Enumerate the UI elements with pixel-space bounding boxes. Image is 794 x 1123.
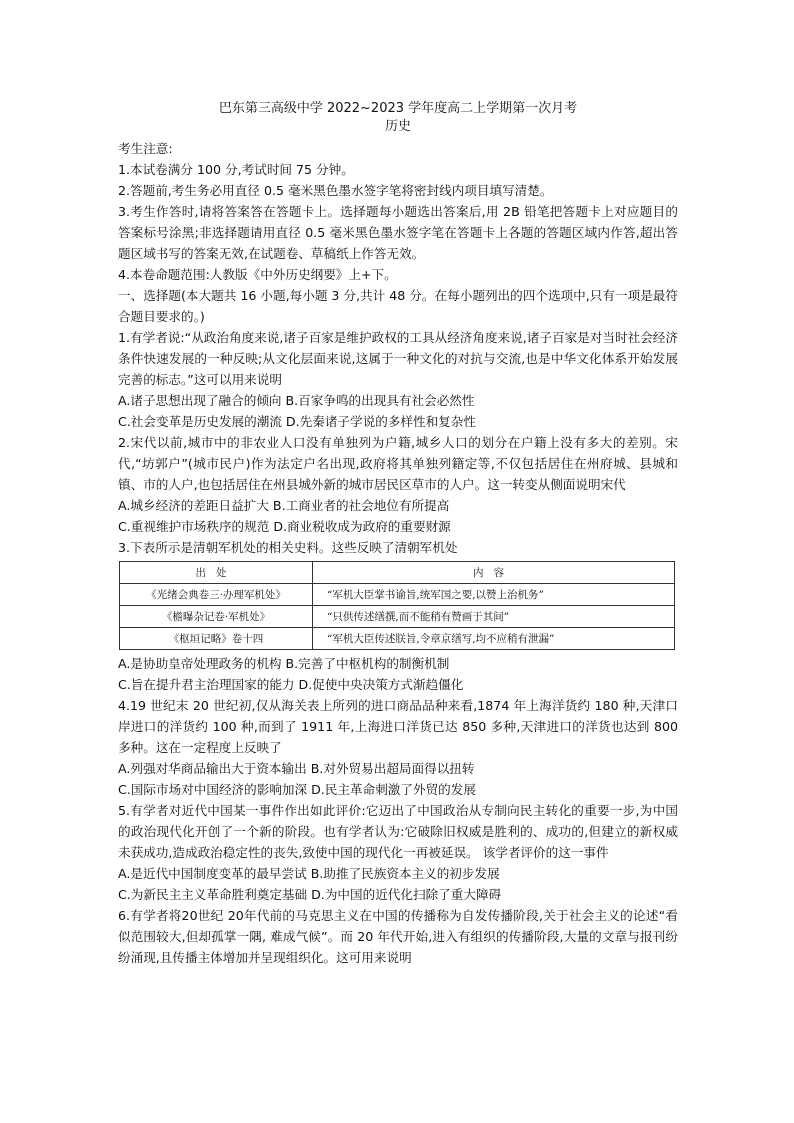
exam-title: 巴东第三高级中学 2022~2023 学年度高二上学期第一次月考 bbox=[218, 101, 578, 116]
q3-options-cd: C.旨在提升君主治理国家的能力 D.促使中央决策方式渐趋僵化 bbox=[118, 677, 464, 692]
q3-options-ab: A.是协助皇帝处理政务的机构 B.完善了中枢机构的制衡机制 bbox=[118, 656, 450, 671]
table-header-source: 出处 bbox=[120, 562, 313, 584]
table-row bbox=[120, 628, 675, 650]
table-cell-source: 《光绪会典卷三·办理军机处》 bbox=[120, 584, 313, 606]
table-row bbox=[120, 606, 675, 628]
q6-stem: 6.有学者将20世纪 20年代前的马克思主义在中国的传播称为自发传播阶段,关于社会主义的论述“看似范围较大,但却孤掌一隅, 难成气候”。而 20 年代开始,进入有组织的传播阶段,大量的文章与报刊纷纷涌现,且传播主体增加并呈现组织化。这可用来说明 bbox=[118, 908, 678, 965]
notice-heading: 考生注意: bbox=[118, 141, 173, 156]
table-cell-content: “军机大臣传述朕旨,令章京缮写,均不应稍有泄漏” bbox=[313, 628, 675, 650]
notice-item-4: 4.本卷命题范围:人教版《中外历史纲要》上+下。 bbox=[118, 267, 397, 282]
table-cell-content: “只供传述缮撰,而不能稍有赞画于其间” bbox=[313, 606, 675, 628]
q4-stem: 4.19 世纪末 20 世纪初,仅从海关表上所列的进口商品品种来看,1874 年上海洋货约 180 种,天津口岸进口的洋货约 100 种,而到了 1911 年,上海进口洋货已达 850 多种,天津进口的洋货也达到 800 多种。这在一定程度上反映了 bbox=[118, 698, 678, 755]
q2-stem: 2.宋代以前,城市中的非农业人口没有单独列为户籍,城乡人口的划分在户籍上没有多大的差别。宋代,“坊郭户”(城市民户)作为法定户名出现,政府将其单独列籍定等,不仅包括居住在州府城、县城和镇、市的人户,也包括居住在州县城外新的城市居民区草市的人户。这一转变从侧面说明宋代 bbox=[118, 435, 678, 492]
q5-options-ab: A.是近代中国制度变革的最早尝试 B.助推了民族资本主义的初步发展 bbox=[118, 866, 500, 881]
exam-subject: 历史 bbox=[384, 119, 411, 134]
q3-stem: 3.下表所示是清朝军机处的相关史料。这些反映了清朝军机处 bbox=[118, 540, 458, 555]
q5-stem: 5.有学者对近代中国某一事件作出如此评价:它迈出了中国政治从专制向民主转化的重要一步,为中国的政治现代化开创了一个新的阶段。也有学者认为:它破除旧权威是胜利的、成功的,但建立的新权威未获成功,造成政治稳定性的丧失,致使中国的现代化一再被延误。 该学者评价的这一事件 bbox=[118, 803, 678, 860]
q2-options-ab: A.城乡经济的差距日益扩大 B.工商业者的社会地位有所提高 bbox=[118, 498, 450, 513]
q1-options-cd: C.社会变革是历史发展的潮流 D.先秦诸子学说的多样性和复杂性 bbox=[118, 414, 476, 429]
table-cell-source: 《檐曝杂记卷·军机处》 bbox=[120, 606, 313, 628]
table-row bbox=[120, 584, 675, 606]
table-header-content: 内容 bbox=[313, 562, 675, 584]
q4-options-ab: A.列强对华商品输出大于资本输出 B.对外贸易出超局面得以扭转 bbox=[118, 761, 475, 776]
section-heading: 一、选择题(本大题共 16 小题,每小题 3 分,共计 48 分。在每小题列出的四个选项中,只有一项是最符合题目要求的。) bbox=[118, 288, 678, 324]
exam-page bbox=[118, 100, 678, 968]
q3-source-table bbox=[119, 561, 675, 650]
table-cell-source: 《枢垣记略》卷十四 bbox=[120, 628, 313, 650]
table-header-row bbox=[120, 562, 675, 584]
q5-options-cd: C.为新民主主义革命胜利奠定基础 D.为中国的近代化扫除了重大障碍 bbox=[118, 887, 502, 902]
notice-item-3: 3.考生作答时,请将答案答在答题卡上。选择题每小题选出答案后,用 2B 铅笔把答题卡上对应题目的答案标号涂黑;非选择题请用直径 0.5 毫米黑色墨水签字笔在答题卡上各题的答题区域内作答,超出答题区域书写的答案无效,在试题卷、草稿纸上作答无效。 bbox=[118, 204, 678, 261]
q1-options-ab: A.诸子思想出现了融合的倾向 B.百家争鸣的出现具有社会必然性 bbox=[118, 393, 475, 408]
q4-options-cd: C.国际市场对中国经济的影响加深 D.民主革命刺激了外贸的发展 bbox=[118, 782, 476, 797]
q2-options-cd: C.重视维护市场秩序的规范 D.商业税收成为政府的重要财源 bbox=[118, 519, 451, 534]
table-cell-content: “军机大臣掌书谕旨,统军国之要,以赞上治机务” bbox=[313, 584, 675, 606]
notice-item-2: 2.答题前,考生务必用直径 0.5 毫米黑色墨水签字笔将密封线内项目填写清楚。 bbox=[118, 183, 553, 198]
q1-stem: 1.有学者说:“从政治角度来说,诸子百家是维护政权的工具从经济角度来说,诸子百家是对当时社会经济条件快速发展的一种反映;从文化层面来说,这属于一种文化的对抗与交流,也是中华文化体系开始发展完善的标志。”这可以用来说明 bbox=[118, 330, 678, 387]
notice-item-1: 1.本试卷满分 100 分,考试时间 75 分钟。 bbox=[118, 162, 354, 177]
